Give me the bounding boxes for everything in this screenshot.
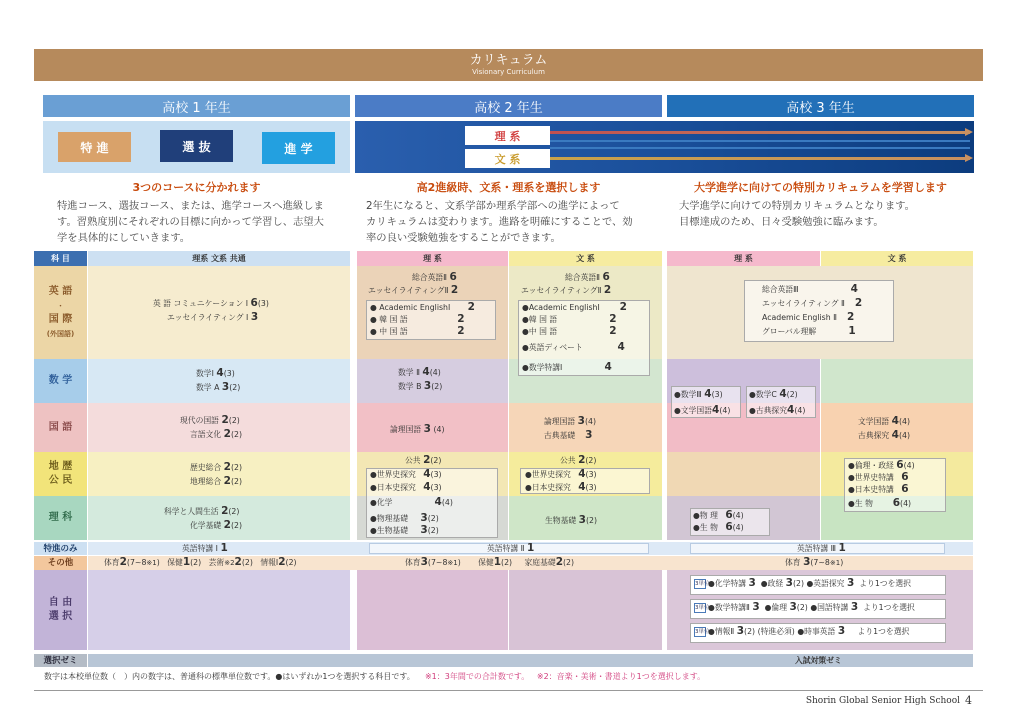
subject-free: 自 由 選 択	[48, 597, 73, 622]
arrow-line	[550, 140, 970, 142]
th-common: 理系 文系 共通	[192, 254, 246, 263]
y3-other: 体育 3(7~8※1)	[785, 556, 844, 568]
course-bunkei: 文 系	[465, 149, 550, 168]
y3-chi1: ●倫理・政経 6(4)	[848, 459, 915, 471]
row-chireki-y1-bg	[88, 452, 350, 496]
y1-chi1: 歴史総合 2(2)	[190, 461, 243, 473]
subject-rika: 理 科	[48, 512, 73, 523]
year3-header: 高校 3 年生	[667, 95, 974, 117]
y2b-eng6: ●英語ディベート 4	[522, 341, 625, 353]
y2r-eng5: ● 中 国 語 2	[370, 325, 465, 337]
y3-chi4: ●生 物 6(4)	[848, 497, 912, 509]
year1-header: 高校 1 年生	[43, 95, 350, 117]
y1-koku1: 現代の国語 2(2)	[180, 414, 240, 426]
subject-tokushin: 特進のみ	[43, 543, 78, 554]
y2b-eng2: エッセイライティングⅡ 2	[521, 284, 612, 296]
y3-eng3: Academic English Ⅱ 2	[762, 311, 855, 323]
subject-kokugo: 国 語	[48, 421, 73, 433]
y3-math4: ●古典探究4(4)	[749, 404, 806, 416]
y2b-chi3: ●日本史探究 4(3)	[525, 481, 597, 493]
y2r-koku1: 論理国語 3 (4)	[390, 423, 445, 435]
th-subject: 科 目	[51, 254, 70, 263]
y2b-rika1: 生物基礎 3(2)	[545, 514, 598, 526]
y3-rika2: ●生 物 6(4)	[693, 521, 744, 533]
heading-year3: 大学進学に向けての特別カリキュラムを学習します	[694, 181, 947, 194]
school-name: Shorin Global Senior High School	[805, 696, 960, 706]
y3-zemi: 入試対策ゼミ	[795, 656, 842, 665]
y1-rika2: 化学基礎 2(2)	[190, 519, 243, 531]
y2r-eng2: エッセイライティングⅡ 2	[368, 284, 459, 296]
y3-eng4: グローバル理解 1	[762, 325, 856, 337]
subject-chireki: 地 歴 公 民	[48, 461, 73, 486]
y3-free3: 3単位●情報Ⅱ 3(2) (特進必須) ●時事英語 3 より1つを選択	[695, 625, 910, 637]
y2-tokushin: 英語特講 Ⅱ 1	[487, 542, 535, 554]
y2r-rika2: ●物理基礎 3(2)	[370, 512, 439, 524]
desc-year1: 特進コース、選抜コース、または、進学コースへ進級しま す。習熟度別にそれぞれの目標に向かって学習し、志望大 学を具体的にしていきます。	[57, 200, 324, 244]
heading-year2: 高2進級時、文系・理系を選択します	[416, 181, 601, 194]
y3-free1: 3単位●化学特講 3 ●政経 3(2) ●英語探究 3 より1つを選択	[695, 577, 911, 589]
y2r-math1: 数学 Ⅱ 4(4)	[398, 366, 441, 378]
desc-year3: 大学進学に向けての特別カリキュラムとなります。 目標達成のため、日々受験勉強に臨みます。	[679, 200, 915, 228]
y2r-eng3: ● Academic EnglishⅠ 2	[370, 301, 475, 313]
row-kokugo-y3b-bg	[821, 403, 973, 452]
y3-koku1: 文学国語 4(4)	[858, 415, 911, 427]
dot-sep: ・	[57, 301, 64, 310]
y3-free2: 3単位●数学特講Ⅱ 3 ●倫理 3(2) ●国語特講 3 より1つを選択	[695, 601, 915, 613]
subject-zemi: 選択ゼミ	[43, 655, 78, 666]
subject-eigo: 英 語 ・ 国 際 (外国語)	[46, 285, 75, 338]
row-kokugo-y2b-bg	[509, 403, 662, 452]
y2r-chi3: ●日本史探究 4(3)	[370, 481, 442, 493]
y2r-eng1: 総合英語Ⅱ 6	[412, 271, 457, 283]
arrow-bunkei	[550, 157, 970, 160]
footer-rule	[34, 690, 983, 691]
y3-chi2: ●世界史特講 6	[848, 471, 909, 483]
y3-math3: ●文学国語4(4)	[674, 404, 731, 416]
year2-header: 高校 2 年生	[355, 95, 662, 117]
row-free-y2b-bg	[509, 570, 662, 650]
y3-math1: ●数学Ⅲ 4(3)	[674, 388, 723, 400]
footnote: 数字は本校単位数（ ）内の数字は、普通科の標準単位数です。●はいずれか1つを選択する科目です。 ※1：3年間での合計数です。 ※2：音楽・美術・書道より1つを選択します。	[44, 672, 706, 681]
row-rika-y1-bg	[88, 496, 350, 540]
y2r-math2: 数学 B 3(2)	[398, 380, 443, 392]
y2r-rika3: ●生物基礎 3(2)	[370, 524, 439, 536]
row-chireki-y3r-bg	[667, 452, 820, 496]
subject-math: 数 学	[48, 375, 73, 386]
th-y3-rikei: 理 系	[734, 254, 753, 263]
y2b-eng4: ●韓 国 語 2	[522, 313, 617, 325]
y3-eng2: エッセイライティング Ⅱ 2	[762, 297, 863, 309]
y2b-koku1: 論理国語 3(4)	[544, 415, 597, 427]
th-y3-bunkei: 文 系	[887, 254, 907, 263]
course-rikei: 理 系	[465, 126, 550, 145]
arrowhead-bunkei-icon	[965, 154, 973, 162]
y2b-koku2: 古典基礎 3	[544, 429, 593, 441]
y3-koku2: 古典探究 4(4)	[858, 429, 911, 441]
y2b-eng3: ●Academic EnglishⅠ 2	[522, 301, 627, 313]
heading-year1: 3つのコースに分かれます	[132, 181, 261, 194]
y2r-chi2: ●世界史探究 4(3)	[370, 468, 442, 480]
course-shingaku: 進 学	[262, 132, 335, 164]
course-senbatsu: 選 抜	[160, 130, 233, 162]
y1-eng2: エッセイライティング Ⅰ 3	[167, 311, 259, 323]
y1-math2: 数学 A 3(2)	[196, 381, 241, 393]
arrow-line	[550, 147, 970, 149]
row-free-y1-bg	[88, 570, 350, 650]
y1-tokushin: 英語特講 Ⅰ 1	[182, 542, 228, 554]
y3-chi3: ●日本史特講 6	[848, 483, 909, 495]
y2r-rika1: ●化学 4(4)	[370, 496, 453, 508]
arrowhead-rikei-icon	[965, 128, 973, 136]
th-y2-rikei: 理 系	[423, 254, 442, 263]
y3-rika1: ●物 理 6(4)	[693, 509, 744, 521]
y2b-eng1: 総合英語Ⅱ 6	[565, 271, 610, 283]
row-math-y3b-bg	[821, 359, 973, 403]
row-kokugo-y1-bg	[88, 403, 350, 452]
y3-math2: ●数学C 4(2)	[749, 388, 798, 400]
page-title: カリキュラム Visionary Curriculum	[34, 49, 983, 81]
arrow-rikei	[550, 131, 970, 134]
y2b-math-select: ●数学特講Ⅰ 4	[522, 361, 612, 373]
th-y2-bunkei: 文 系	[576, 254, 595, 263]
page-number: 4	[965, 694, 972, 707]
y2r-chi1: 公共 2(2)	[405, 454, 442, 466]
subject-other: その他	[47, 558, 74, 568]
y2r-eng4: ● 韓 国 語 2	[370, 313, 465, 325]
y1-eng1: 英 語 コミュニケーション Ⅰ 6(3)	[153, 297, 269, 309]
y1-koku2: 言語文化 2(2)	[190, 428, 243, 440]
row-math-y1-bg	[88, 359, 350, 403]
y3-tokushin: 英語特講 Ⅲ 1	[797, 542, 846, 554]
y2b-chi2: ●世界史探究 4(3)	[525, 468, 597, 480]
y2b-eng5: ●中 国 語 2	[522, 325, 617, 337]
row-free-y2r-bg	[357, 570, 508, 650]
desc-year2: 2年生になると、文系学部か理系学部への進学によって カリキュラムは変わります。進路を明確にすることで、効 率の良い受験勉強をすることができます。	[366, 200, 633, 244]
y1-rika1: 科学と人間生活 2(2)	[164, 505, 240, 517]
y1-other: 体育2(7~8※1) 保健1(2) 芸術※22(2) 情報Ⅰ2(2)	[104, 556, 297, 568]
y1-math1: 数学Ⅰ 4(3)	[196, 367, 235, 379]
y2b-chi1: 公共 2(2)	[560, 454, 597, 466]
y1-chi2: 地理総合 2(2)	[190, 475, 243, 487]
y2-other: 体育3(7~8※1) 保健1(2) 家庭基礎2(2)	[405, 556, 575, 568]
course-tokushin: 特 進	[58, 132, 131, 162]
y3-eng1: 総合英語Ⅲ 4	[762, 283, 858, 295]
